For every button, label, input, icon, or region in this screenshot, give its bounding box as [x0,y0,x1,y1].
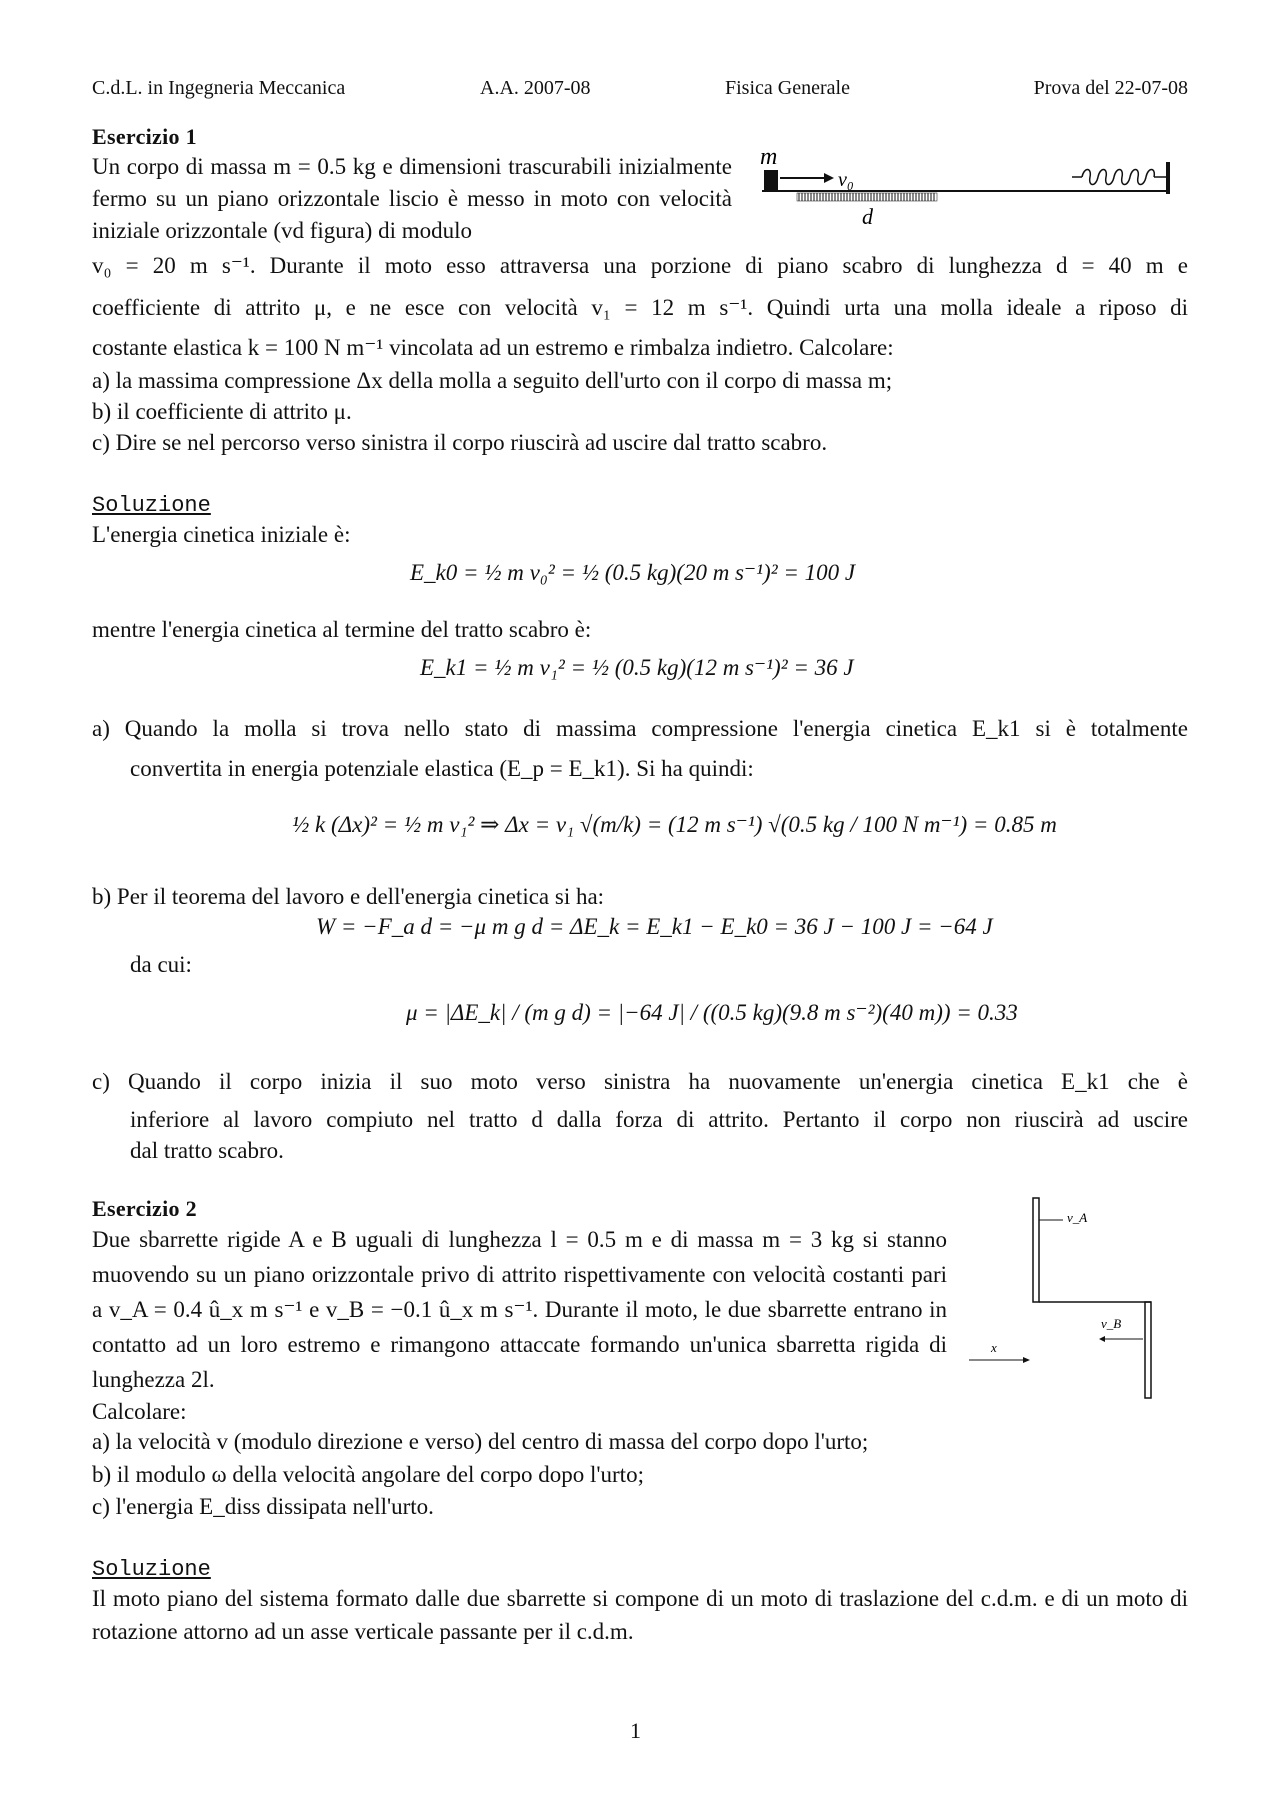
page-header [92,77,1188,103]
figure-d-label: d [862,204,873,229]
exercise-2-solution-title: Soluzione [92,1557,211,1582]
exercise-1-question-b: b) il coefficiente di attrito μ. [92,399,352,424]
solution-1c-line1: c) Quando il corpo inizia il suo moto verso sinistra ha nuovamente un'energia cinetica E_k1 che è [92,1069,1188,1094]
exercise-1-title: Esercizio 1 [92,124,197,149]
equation-ek0: E_k0 = ½ m v₀² = ½ (0.5 kg)(20 m s⁻¹)² = 100 J [410,560,856,585]
exercise-2-title: Esercizio 2 [92,1196,197,1221]
equation-delta-x: ½ k (Δx)² = ½ m v₁² ⇒ Δx = v₁ √(m/k) = (12 m s⁻¹) √(0.5 kg / 100 N m⁻¹) = 0.85 m [292,812,1057,837]
equation-work: W = −F_a d = −μ m g d = ΔE_k = E_k1 − E_k0 = 36 J − 100 J = −64 J [316,914,993,939]
solution-1b-da-cui: da cui: [130,952,192,977]
exercise-1-figure [752,146,1192,236]
exercise-1-question-a: a) la massima compressione Δx della molla a seguito dell'urto con il corpo di massa m; [92,368,893,393]
mass-block [764,170,778,190]
rough-strip [797,193,937,201]
figure-velocity-label: v₀ [838,169,854,191]
exercise-1-line-k: costante elastica k = 100 N m⁻¹ vincolata ad un estremo e rimbalza indietro. Calcolare: [92,335,894,360]
solution-1a-line2: convertita in energia potenziale elastica (E_p = E_k1). Si ha quindi: [130,756,754,781]
bar-a [1033,1198,1039,1302]
solution-2-intro: Il moto piano del sistema formato dalle due sbarrette si compone di un moto di traslazione del c.d.m. e di un moto di rotazione attorno ad un asse verticale passante per il c.d.m. [92,1586,1188,1644]
solution-1a-line1: a) Quando la molla si trova nello stato di massima compressione l'energia cinetica E_k1 si è totalmente [92,716,1188,741]
figure-va-label: v_A [1067,1210,1088,1225]
figure-vb-label: v_B [1101,1316,1122,1331]
x-axis-arrowhead [1023,1357,1030,1363]
exercise-2-intro: Due sbarrette rigide A e B uguali di lunghezza l = 0.5 m e di massa m = 3 kg si stanno muovendo su un piano orizzontale privo di attrito rispettivamente con velocità costanti pari a v_A = 0.4 û_x m s⁻¹ e v_B = −0.1 û_x m s⁻¹. Durante il moto, le due sbarrette entrano in contatto ad un loro estremo e rimangono attaccate formando un'unica sbarretta rigida di lunghezza 2l. [92,1227,947,1392]
exercise-2-calcolare: Calcolare: [92,1399,187,1424]
figure-mass-label: m [760,146,778,170]
solution-1c-line2: inferiore al lavoro compiuto nel tratto d dalla forza di attrito. Pertanto il corpo non riuscirà ad uscire [130,1107,1188,1132]
header-year: A.A. 2007-08 [480,77,591,99]
solution-1c-line3: dal tratto scabro. [130,1138,284,1163]
solution-1b-line1: b) Per il teorema del lavoro e dell'energia cinetica si ha: [92,884,605,909]
header-subject: Fisica Generale [725,77,850,99]
header-course: C.d.L. in Ingegneria Meccanica [92,77,346,99]
wall [1166,162,1170,194]
header-exam: Prova del 22-07-08 [1033,77,1188,99]
equation-mu: μ = |ΔE_k| / (m g d) = |−64 J| / ((0.5 kg)(9.8 m s⁻²)(40 m)) = 0.33 [406,1000,1018,1025]
equation-ek1: E_k1 = ½ m v₁² = ½ (0.5 kg)(12 m s⁻¹)² = 36 J [420,655,854,680]
solution-1-kinetic-final-intro: mentre l'energia cinetica al termine del tratto scabro è: [92,617,592,642]
exercise-1-line-v0: v₀ = 20 m s⁻¹. Durante il moto esso attraversa una porzione di piano scabro di lunghezza d = 40 m e [92,253,1188,278]
velocity-arrowhead [824,173,834,183]
velocity-b-arrowhead [1099,1336,1105,1342]
exercise-1-question-c: c) Dire se nel percorso verso sinistra il corpo riuscirà ad uscire dal tratto scabro. [92,430,828,455]
exercise-2-question-b: b) il modulo ω della velocità angolare del corpo dopo l'urto; [92,1462,644,1487]
exercise-2-question-c: c) l'energia E_diss dissipata nell'urto. [92,1494,434,1519]
exercise-1-intro: Un corpo di massa m = 0.5 kg e dimensioni trascurabili inizialmente fermo su un piano orizzontale liscio è messo in moto con velocità iniziale orizzontale (vd figura) di modulo [92,154,732,243]
exercise-2-figure [965,1192,1165,1402]
exercise-1-line-mu: coefficiente di attrito μ, e ne esce con velocità v₁ = 12 m s⁻¹. Quindi urta una molla ideale a riposo di [92,295,1188,320]
bar-b [1145,1302,1151,1398]
figure-x-label: x [991,1340,997,1355]
page-number: 1 [630,1718,641,1743]
exercise-2-question-a: a) la velocità v (modulo direzione e verso) del centro di massa del corpo dopo l'urto; [92,1429,869,1454]
solution-1-kinetic-initial-intro: L'energia cinetica iniziale è: [92,522,351,547]
spring [1072,162,1170,194]
exercise-1-solution-title: Soluzione [92,493,211,518]
